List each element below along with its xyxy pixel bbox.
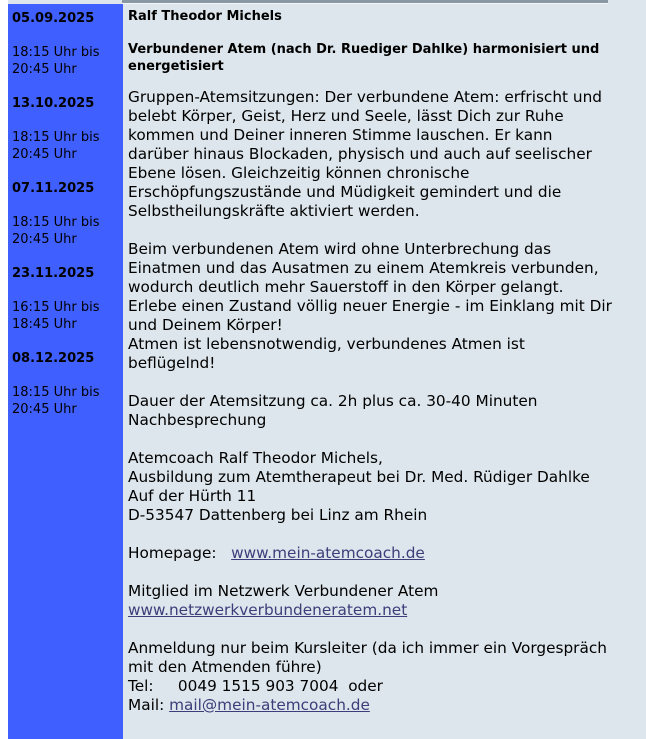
event-time: 18:15 Uhr bis 20:45 Uhr [12, 45, 100, 77]
event-date: 07.11.2025 [12, 181, 95, 196]
mail-link[interactable]: mail@mein-atemcoach.de [169, 696, 370, 714]
event-dates-sidebar [8, 4, 123, 739]
homepage-line [128, 544, 612, 563]
coach-address: Atemcoach Ralf Theodor Michels, Ausbildung zum Atemtherapeut bei Dr. Med. Rüdiger Dahlke Auf der Hürth 11 D-53547 Dattenberg bei Linz am Rhein [128, 449, 590, 524]
event-headline: Verbundener Atem (nach Dr. Ruediger Dahlke) harmonisiert und energetisiert [128, 42, 600, 74]
event-time: 18:15 Uhr bis 20:45 Uhr [12, 130, 100, 162]
phone-number: 0049 1515 903 7004 [177, 677, 339, 695]
event-date: 13.10.2025 [12, 96, 95, 111]
organizer-name: Ralf Theodor Michels [128, 9, 282, 24]
phone-line [128, 677, 612, 696]
description-paragraph: Gruppen-Atemsitzungen: Der verbundene Atem: erfrischt und belebt Körper, Geist, Herz und Seele, lässt Dich zur Ruhe kommen und Deiner inneren Stimme lauschen. Er kann darüber hinaus Blockaden, physisch und auch auf seelischer Ebene lösen. Gleichzeitig können chronische Erschöpfungszustände und Müdigkeit gemindert und die Selbstheilungskräfte aktiviert werden. [128, 88, 602, 220]
duration-text: Dauer der Atemsitzung ca. 2h plus ca. 30-40 Minuten Nachbesprechung [128, 392, 538, 429]
phone-or: oder [348, 677, 383, 695]
event-time: 18:15 Uhr bis 20:45 Uhr [12, 215, 100, 247]
signup-text: Anmeldung nur beim Kursleiter (da ich immer ein Vorgespräch mit den Atmenden führe) [128, 639, 607, 676]
event-description [128, 8, 612, 715]
mail-line [128, 696, 612, 715]
event-time: 16:15 Uhr bis 18:45 Uhr [12, 300, 100, 332]
homepage-label: Homepage: [128, 544, 217, 562]
top-divider-highlight [122, 3, 608, 4]
event-date: 05.09.2025 [12, 11, 95, 26]
network-label: Mitglied im Netzwerk Verbundener Atem [128, 582, 439, 600]
description-paragraph: Beim verbundenen Atem wird ohne Unterbrechung das Einatmen und das Ausatmen zu einem Atemkreis verbunden, wodurch deutlich mehr Sauerstoff in den Körper gelangt. Erlebe einen Zustand völlig neuer Energie - im Einklang mit Dir und Deinem Körper! Atmen ist lebensnotwendig, verbundenes Atmen ist beflügelnd! [128, 240, 612, 372]
event-date: 08.12.2025 [12, 351, 95, 366]
mail-label: Mail: [128, 696, 165, 714]
phone-label: Tel: [128, 677, 154, 695]
network-link[interactable]: www.netzwerkverbundeneratem.net [128, 601, 408, 619]
event-date: 23.11.2025 [12, 266, 95, 281]
homepage-link[interactable]: www.mein-atemcoach.de [231, 544, 425, 562]
event-time: 18:15 Uhr bis 20:45 Uhr [12, 385, 100, 417]
